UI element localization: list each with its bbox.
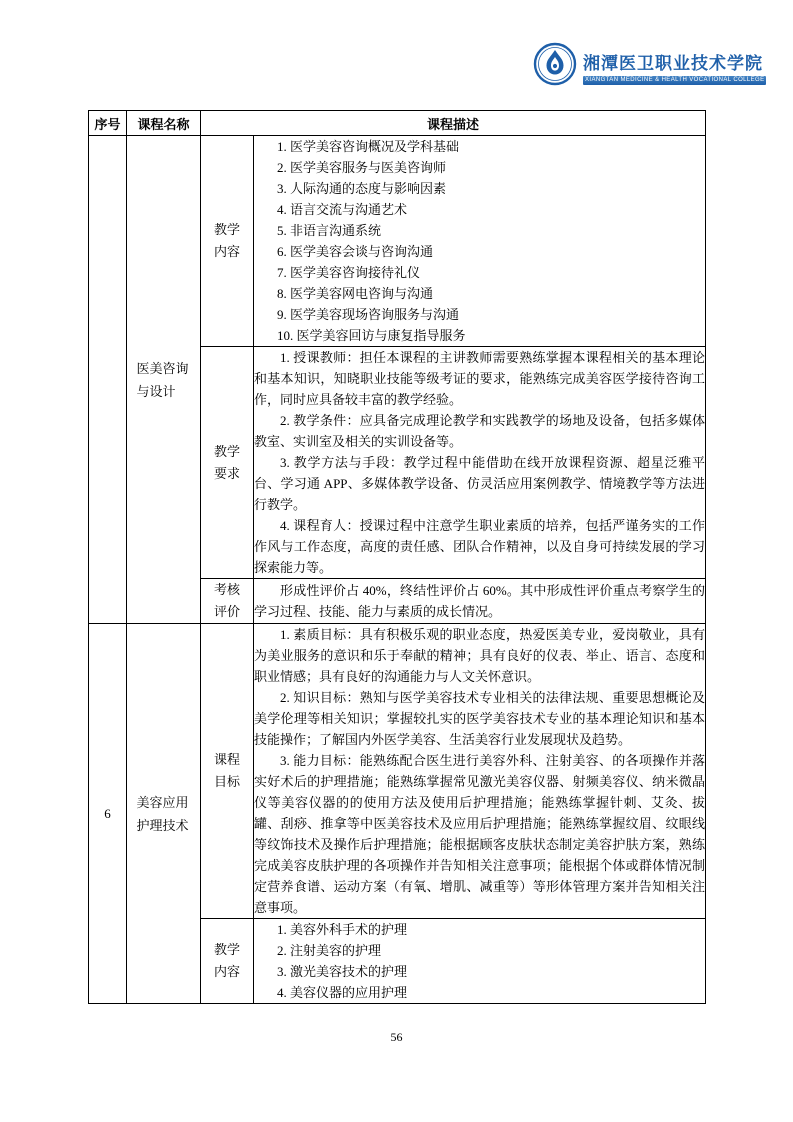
teaching-content-cell: [254, 136, 706, 347]
list-item: 4. 语言交流与沟通艺术: [277, 202, 408, 217]
row-label-cell: [201, 136, 254, 347]
row-label-cell: [201, 919, 254, 1004]
college-emblem-icon: [533, 42, 577, 91]
assessment-cell: [254, 579, 706, 624]
course-name-cell: [127, 624, 201, 1004]
course-no-cell: [89, 136, 127, 624]
header-course-name: 课程名称: [127, 111, 201, 136]
row-label-cell: [201, 347, 254, 579]
paragraph: 2. 教学条件：应具备完成理论教学和实践教学的场地及设备，包括多媒体教室、实训室及相关的实训设备等。: [254, 413, 705, 449]
college-name-en: XIANGTAN MEDICINE & HEALTH VOCATIONAL COLLEGE: [585, 76, 765, 83]
course-name: 美容应用护理技术: [136, 794, 189, 833]
page-number: 56: [390, 1030, 403, 1044]
college-name-block: [583, 49, 766, 85]
row-label-cell: [201, 579, 254, 624]
row-label: 教学内容: [213, 222, 240, 259]
college-name-cn: 湘潭医卫职业技术学院: [583, 53, 763, 73]
row-label: 教学内容: [213, 942, 240, 979]
header-course-desc: 课程描述: [201, 111, 706, 136]
table-header-row: [89, 111, 706, 136]
college-logo: [533, 42, 766, 91]
list-item: 1. 医学美容咨询概况及学科基础: [277, 139, 460, 154]
list-item: 4. 美容仪器的应用护理: [277, 985, 408, 1000]
paragraph: 4. 课程育人：授课过程中注意学生职业素质的培养，包括严谨务实的工作作风与工作态度，高度的责任感、团队合作精神，以及自身可持续发展的学习探索能力等。: [254, 518, 705, 575]
list-item: 3. 激光美容技术的护理: [277, 964, 408, 979]
course-name: 医美咨询与设计: [136, 360, 189, 399]
paragraph: 1. 授课教师：担任本课程的主讲教师需要熟练掌握本课程相关的基本理论和基本知识，知晓职业技能等级考证的要求，能熟练完成美容医学接待咨询工作，同时应具备较丰富的教学经验。: [254, 350, 705, 407]
paragraph: 形成性评价占 40%，终结性评价占 60%。其中形成性评价重点考察学生的学习过程、技能、能力与素质的成长情况。: [254, 583, 705, 619]
row-label-cell: [201, 624, 254, 919]
course-objectives-cell: [254, 624, 706, 919]
list-item: 5. 非语言沟通系统: [277, 223, 382, 238]
list-item: 7. 医学美容咨询接待礼仪: [277, 265, 421, 280]
row-label: 考核评价: [213, 582, 240, 619]
table-row: [89, 136, 706, 347]
list-item: 2. 注射美容的护理: [277, 943, 382, 958]
row-label: 教学要求: [213, 443, 240, 481]
list-item: 8. 医学美容网电咨询与沟通: [277, 286, 434, 301]
paragraph: 3. 教学方法与手段：教学过程中能借助在线开放课程资源、超星泛雅平台、学习通 APP、多媒体教学设备、仿灵活应用案例教学、情境教学等方法进行教学。: [254, 455, 705, 512]
list-item: 9. 医学美容现场咨询服务与沟通: [277, 307, 460, 322]
list-item: 6. 医学美容会谈与咨询沟通: [277, 244, 434, 259]
teaching-content-cell: [254, 919, 706, 1004]
paragraph: 2. 知识目标：熟知与医学美容技术专业相关的法律法规、重要思想概论及美学伦理等相关知识；掌握较扎实的医学美容技术专业的基本理论知识和基本技能操作；了解国内外医学美容、生活美容行业发展现状及趋势。: [254, 690, 705, 747]
paragraph: 1. 素质目标：具有积极乐观的职业态度，热爱医美专业，爱岗敬业，具有为美业服务的意识和乐于奉献的精神；具有良好的仪表、举止、语言、态度和职业情感；具有良好的沟通能力与人文关怀意识。: [254, 627, 705, 684]
course-table: [88, 110, 706, 1004]
table-row: [89, 624, 706, 919]
course-no-cell: 6: [89, 624, 127, 1004]
list-item: 3. 人际沟通的态度与影响因素: [277, 181, 447, 196]
teaching-requirements-cell: [254, 347, 706, 579]
list-item: 10. 医学美容回访与康复指导服务: [277, 328, 466, 343]
course-name-cell: [127, 136, 201, 624]
list-item: 2. 医学美容服务与医美咨询师: [277, 160, 447, 175]
header-no: 序号: [89, 111, 127, 136]
row-label: 课程目标: [213, 752, 240, 789]
paragraph: 3. 能力目标：能熟练配合医生进行美容外科、注射美容、的各项操作并落实好术后的护理措施；能熟练掌握常见激光美容仪器、射频美容仪、纳米微晶仪等美容仪器的的使用方法及使用后护理措施；能熟练掌握针刺、艾灸、拔罐、刮痧、推拿等中医美容技术及应用后护理措施；能熟练掌握纹眉、纹眼线等纹饰技术及操作后护理措施；能根据顾客皮肤状态制定美容护肤方案，熟练完成美容皮肤护理的各项操作并告知相关注意事项；能根据个体或群体情况制定营养食谱、运动方案（有氧、增肌、减重等）等形体管理方案并告知相关注意事项。: [254, 753, 705, 915]
list-item: 1. 美容外科手术的护理: [277, 922, 408, 937]
